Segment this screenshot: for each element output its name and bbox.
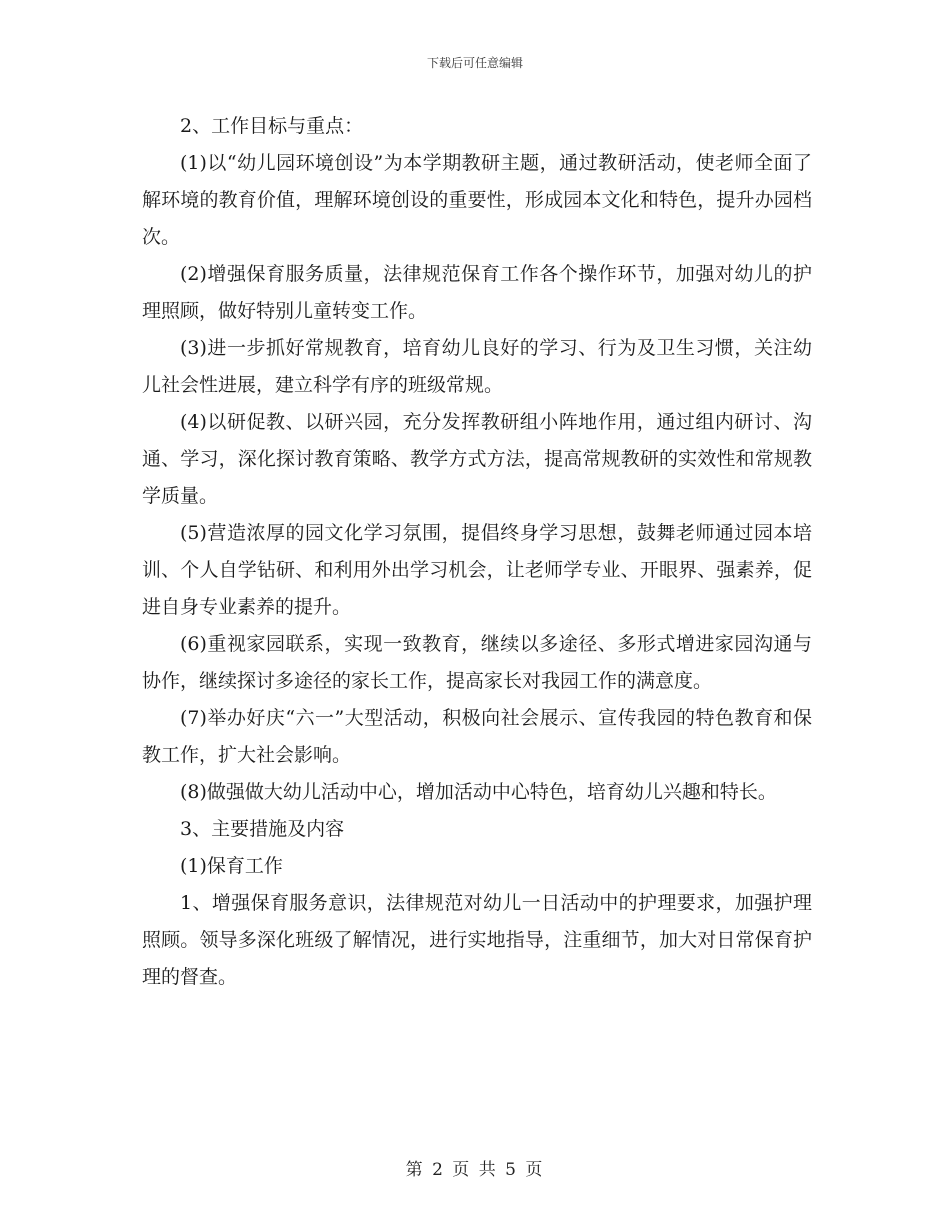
goal-paragraph-2: (2)增强保育服务质量，法律规范保育工作各个操作环节，加强对幼儿的护理照顾，做好特别儿童转变工作。 (142, 263, 812, 322)
goal-paragraph-8: (8)做强做大幼儿活动中心，增加活动中心特色，培育幼儿兴趣和特长。 (180, 781, 777, 803)
page-header: 下载后可任意编辑 (426, 56, 523, 70)
goal-paragraph-5: (5)营造浓厚的园文化学习氛围，提倡终身学习思想，鼓舞老师通过园本培训、个人自学钻研、和利用外出学习机会，让老师学专业、开眼界、强素养，促进自身专业素养的提升。 (142, 522, 812, 618)
goal-paragraph-3: (3)进一步抓好常规教育，培育幼儿良好的学习、行为及卫生习惯，关注幼儿社会性进展，建立科学有序的班级常规。 (142, 337, 812, 396)
goal-paragraph-6: (6)重视家园联系，实现一致教育，继续以多途径、多形式增进家园沟通与协作，继续探讨多途径的家长工作，提高家长对我园工作的满意度。 (142, 633, 812, 692)
section-heading-measures: 3、主要措施及内容 (180, 818, 345, 840)
goal-paragraph-7: (7)举办好庆“六一”大型活动，积极向社会展示、宣传我园的特色教育和保教工作，扩大社会影响。 (142, 707, 812, 766)
measure-paragraph-1: 1、增强保育服务意识，法律规范对幼儿一日活动中的护理要求，加强护理照顾。领导多深化班级了解情况，进行实地指导，注重细节，加大对日常保育护理的督查。 (142, 892, 812, 988)
document-body (142, 108, 812, 996)
page-footer: 第 2 页 共 5 页 (405, 1160, 545, 1180)
subsection-heading-care: (1)保育工作 (180, 855, 283, 877)
section-heading-goals: 2、工作目标与重点： (180, 115, 364, 137)
goal-paragraph-4: (4)以研促教、以研兴园，充分发挥教研组小阵地作用，通过组内研讨、沟通、学习，深化探讨教育策略、教学方式方法，提高常规教研的实效性和常规教学质量。 (142, 411, 812, 507)
goal-paragraph-1: (1)以“幼儿园环境创设”为本学期教研主题，通过教研活动，使老师全面了解环境的教育价值，理解环境创设的重要性，形成园本文化和特色，提升办园档次。 (142, 152, 812, 248)
